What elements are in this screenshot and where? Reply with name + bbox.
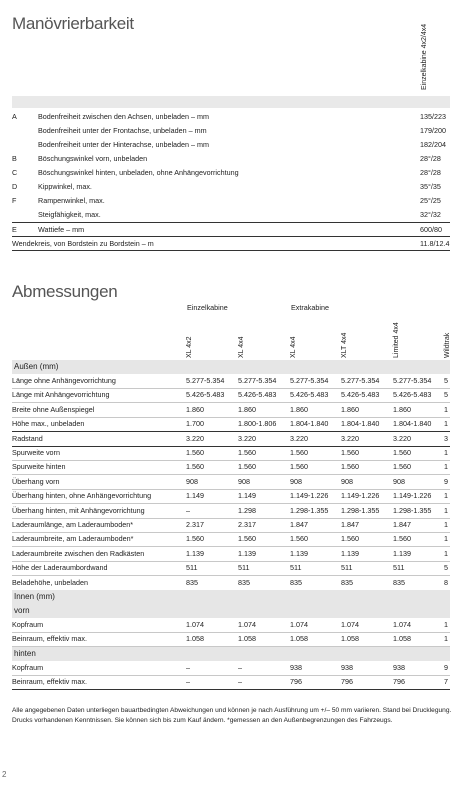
cell-value: 1.149 [238, 491, 256, 501]
cell-value: 1 [444, 520, 448, 529]
cell-value: 1.800-1.806 [238, 419, 277, 429]
cell-value: 1.298-1.355 [341, 505, 380, 515]
cell-value: – [186, 677, 190, 687]
cell-value: 5.426-5.483 [238, 390, 277, 400]
cell-value: 835 [393, 577, 405, 587]
cell-value: 3.220 [186, 433, 204, 443]
row-code: A [12, 112, 17, 121]
column-header: Limited 4x4 [393, 322, 400, 358]
row-value: 32°/32 [420, 210, 441, 219]
cell-value: 908 [238, 476, 250, 486]
row-label: Steigfähigkeit, max. [38, 210, 101, 219]
table-row [12, 374, 450, 388]
row-label: Kippwinkel, max. [38, 182, 92, 191]
cell-value: 938 [341, 662, 353, 672]
cell-value: 1.139 [290, 548, 308, 558]
table-row [12, 632, 450, 646]
table-row [12, 504, 450, 518]
cell-value: 5.426-5.483 [186, 390, 225, 400]
row-value: 35°/35 [420, 182, 441, 191]
cell-value: 1.560 [290, 534, 308, 544]
cell-value: 3.220 [290, 433, 308, 443]
cell-value: 9 [444, 662, 448, 672]
column-header-single-cab: Einzelkabine 4x2/4x4 [421, 23, 428, 90]
cell-value: 1.700 [186, 419, 204, 429]
row-value: 11.8/12.4 [420, 239, 450, 248]
section-title-manoeuvrability: Manövrierbarkeit [12, 14, 134, 33]
row-value: 28°/28 [420, 168, 441, 177]
subsection-header-rear: hinten [12, 647, 450, 661]
row-code: B [12, 154, 17, 163]
cell-value: 3.220 [238, 433, 256, 443]
cell-value: 1.560 [186, 448, 204, 457]
row-label: Spurweite hinten [12, 462, 66, 472]
column-header: XL 4x4 [238, 336, 245, 358]
table-row [12, 110, 450, 124]
cell-value: 1.560 [341, 448, 359, 457]
cell-value: 1.804-1.840 [341, 419, 380, 429]
cell-value: 1.074 [393, 620, 411, 629]
cell-value: 1.847 [290, 520, 308, 529]
row-label: Beladehöhe, unbeladen [12, 577, 88, 587]
cell-value: 1.149-1.226 [393, 491, 432, 501]
row-value: 25°/25 [420, 196, 441, 205]
cell-value: 1.139 [393, 548, 411, 558]
cell-value: 908 [341, 476, 353, 486]
cell-value: 1.149-1.226 [341, 491, 380, 501]
cell-value: – [238, 677, 242, 687]
cell-value: 1.298-1.355 [393, 505, 432, 515]
cell-value: 511 [238, 563, 250, 573]
cell-value: 1.149-1.226 [290, 491, 329, 501]
row-label: Beinraum, effektiv max. [12, 677, 87, 687]
row-label: Länge mit Anhängevorrichtung [12, 390, 110, 400]
cell-value: 1.560 [341, 534, 359, 544]
cell-value: 511 [290, 563, 302, 573]
table-row [12, 388, 450, 402]
cell-value: 5.426-5.483 [341, 390, 380, 400]
cell-value: 511 [393, 563, 405, 573]
cell-value: 1.298 [238, 505, 256, 515]
cell-value: 1.139 [238, 548, 256, 558]
cell-value: 796 [341, 677, 353, 687]
cell-value: 3 [444, 433, 448, 443]
section-title-dimensions: Abmessungen [12, 282, 118, 301]
row-code: E [12, 225, 17, 234]
cell-value: 1.560 [238, 462, 256, 472]
column-header: XL 4x2 [186, 336, 193, 358]
row-label: Böschungswinkel hinten, unbeladen, ohne Anhängevorrichtung [38, 168, 239, 177]
table-row [12, 124, 450, 138]
cell-value: 511 [186, 563, 198, 573]
header-band [12, 96, 450, 108]
cell-value: 796 [290, 677, 302, 687]
cell-value: – [186, 505, 190, 515]
cell-value: 1.560 [238, 448, 256, 457]
cell-value: 3.220 [393, 433, 411, 443]
cell-value: 1.804-1.840 [393, 419, 432, 429]
cell-value: 1.058 [186, 634, 204, 644]
cell-value: 1 [444, 491, 448, 501]
row-code: C [12, 168, 18, 177]
table-row [12, 576, 450, 590]
table-row [12, 194, 450, 208]
row-label: Kopfraum [12, 662, 44, 672]
cell-value: 5.426-5.483 [290, 390, 329, 400]
cell-value: 1.139 [186, 548, 204, 558]
cell-value: 9 [444, 476, 448, 486]
cell-value: 5.277-5.354 [290, 376, 329, 385]
cell-value: 1.058 [393, 634, 411, 644]
row-label: Breite ohne Außenspiegel [12, 404, 95, 414]
row-label: Länge ohne Anhängevorrichtung [12, 376, 116, 385]
row-label: Wendekreis, von Bordstein zu Bordstein – m [12, 239, 154, 248]
column-header: Wildtrak [444, 332, 451, 358]
section-header-outside: Außen (mm) [12, 360, 450, 374]
cell-value: 1 [444, 620, 448, 629]
cell-value: 1 [444, 462, 448, 472]
cell-value: 835 [290, 577, 302, 587]
cell-value: 1.074 [290, 620, 308, 629]
cell-value: 1 [444, 505, 448, 515]
cell-value: 1.058 [238, 634, 256, 644]
table-row [12, 532, 450, 546]
cell-value: 1.860 [186, 404, 204, 414]
row-label: Bodenfreiheit unter der Hinterachse, unbeladen – mm [38, 140, 210, 149]
cell-value: 5 [444, 563, 448, 573]
row-label: Spurweite vorn [12, 448, 60, 457]
footnote: Alle angegebenen Daten unterliegen bauartbedingten Abweichungen und können je nach Ausführung um +/– 50 mm variieren. Stand bei Drucklegung. Drucks vorhandenen Kenntnissen. Sie können sich bis zum Kauf ändern. *gemessen an den Außenbegrenzungen des Fahrzeugs. [12, 707, 452, 724]
cell-value: 796 [393, 677, 405, 687]
table-row [12, 446, 450, 460]
cell-value: 1 [444, 534, 448, 544]
row-label: Kopfraum [12, 620, 44, 629]
cell-value: 1.560 [393, 534, 411, 544]
table-row [12, 561, 450, 575]
row-label: Laderaumlänge, am Laderaumboden* [12, 520, 134, 529]
cell-value: 511 [341, 563, 353, 573]
cell-value: 1.860 [238, 404, 256, 414]
table-row [12, 432, 450, 446]
subsection-header-front: vorn [12, 604, 450, 618]
group-header-extra-cab: Extrakabine [291, 303, 329, 312]
row-label: Bodenfreiheit unter der Frontachse, unbeladen – mm [38, 126, 207, 135]
cell-value: 1.860 [341, 404, 359, 414]
cell-value: 7 [444, 677, 448, 687]
cell-value: 1.298-1.355 [290, 505, 329, 515]
cell-value: 908 [290, 476, 302, 486]
table-row [12, 152, 450, 166]
row-label: Überhang hinten, mit Anhängevorrichtung [12, 505, 145, 515]
cell-value: 5 [444, 376, 448, 385]
row-label: Überhang vorn [12, 476, 60, 486]
cell-value: 2.317 [186, 520, 204, 529]
cell-value: 835 [341, 577, 353, 587]
cell-value: 5.426-5.483 [393, 390, 432, 400]
row-label: Laderaumbreite zwischen den Radkästen [12, 548, 145, 558]
table-row [12, 675, 450, 689]
cell-value: 1.074 [238, 620, 256, 629]
cell-value: 5.277-5.354 [341, 376, 380, 385]
cell-value: – [186, 662, 190, 672]
row-value: 600/80 [420, 225, 442, 234]
table-row [12, 460, 450, 474]
cell-value: 1.074 [186, 620, 204, 629]
cell-value: 1.560 [238, 534, 256, 544]
cell-value: 938 [393, 662, 405, 672]
cell-value: 5.277-5.354 [238, 376, 277, 385]
row-code: F [12, 196, 17, 205]
table-row [12, 475, 450, 489]
cell-value: 1 [444, 548, 448, 558]
cell-value: 908 [186, 476, 198, 486]
cell-value: 1.560 [393, 448, 411, 457]
cell-value: – [238, 662, 242, 672]
cell-value: 1.560 [290, 462, 308, 472]
page-number: 2 [2, 770, 7, 779]
row-label: Laderaumbreite, am Laderaumboden* [12, 534, 134, 544]
row-label: Radstand [12, 433, 43, 443]
column-header: XLT 4x4 [341, 332, 348, 358]
cell-value: 1.847 [341, 520, 359, 529]
table-row [12, 518, 450, 532]
table-row [12, 208, 450, 222]
row-label: Wattiefe – mm [38, 225, 85, 234]
table-row [12, 222, 450, 237]
group-header-single-cab: Einzelkabine [187, 303, 228, 312]
table-row [12, 403, 450, 417]
cell-value: 5 [444, 390, 448, 400]
table-row [12, 236, 450, 251]
row-divider [12, 689, 450, 690]
cell-value: 1 [444, 419, 448, 429]
cell-value: 835 [186, 577, 198, 587]
cell-value: 835 [238, 577, 250, 587]
cell-value: 1.074 [341, 620, 359, 629]
row-label: Bodenfreiheit zwischen den Achsen, unbeladen – mm [38, 112, 210, 121]
row-code: D [12, 182, 18, 191]
row-label: Höhe max., unbeladen [12, 419, 85, 429]
table-row [12, 166, 450, 180]
row-value: 182/204 [420, 140, 446, 149]
cell-value: 938 [290, 662, 302, 672]
cell-value: 1 [444, 634, 448, 644]
table-row [12, 417, 450, 431]
cell-value: 1 [444, 404, 448, 414]
cell-value: 1.560 [186, 462, 204, 472]
cell-value: 1.058 [290, 634, 308, 644]
divider [12, 250, 450, 251]
cell-value: 5.277-5.354 [393, 376, 432, 385]
cell-value: 1.860 [393, 404, 411, 414]
table-row [12, 618, 450, 632]
cell-value: 1.560 [393, 462, 411, 472]
table-row [12, 547, 450, 561]
cell-value: 1.847 [393, 520, 411, 529]
cell-value: 1 [444, 448, 448, 457]
cell-value: 1.560 [290, 448, 308, 457]
table-row [12, 180, 450, 194]
cell-value: 1.058 [341, 634, 359, 644]
table-row [12, 489, 450, 503]
cell-value: 1.560 [186, 534, 204, 544]
cell-value: 1.860 [290, 404, 308, 414]
cell-value: 1.149 [186, 491, 204, 501]
table-row [12, 138, 450, 152]
row-label: Beinraum, effektiv max. [12, 634, 87, 644]
cell-value: 3.220 [341, 433, 359, 443]
row-label: Überhang hinten, ohne Anhängevorrichtung [12, 491, 152, 501]
row-value: 179/200 [420, 126, 446, 135]
cell-value: 908 [393, 476, 405, 486]
table-row [12, 661, 450, 675]
cell-value: 1.560 [341, 462, 359, 472]
cell-value: 1.139 [341, 548, 359, 558]
column-header: XL 4x4 [290, 336, 297, 358]
cell-value: 1.804-1.840 [290, 419, 329, 429]
row-label: Böschungswinkel vorn, unbeladen [38, 154, 148, 163]
section-header-inside: Innen (mm) [12, 590, 450, 604]
cell-value: 8 [444, 577, 448, 587]
row-value: 135/223 [420, 112, 446, 121]
row-value: 28°/28 [420, 154, 441, 163]
row-label: Rampenwinkel, max. [38, 196, 105, 205]
row-label: Höhe der Laderaumbordwand [12, 563, 108, 573]
cell-value: 2.317 [238, 520, 256, 529]
cell-value: 5.277-5.354 [186, 376, 225, 385]
